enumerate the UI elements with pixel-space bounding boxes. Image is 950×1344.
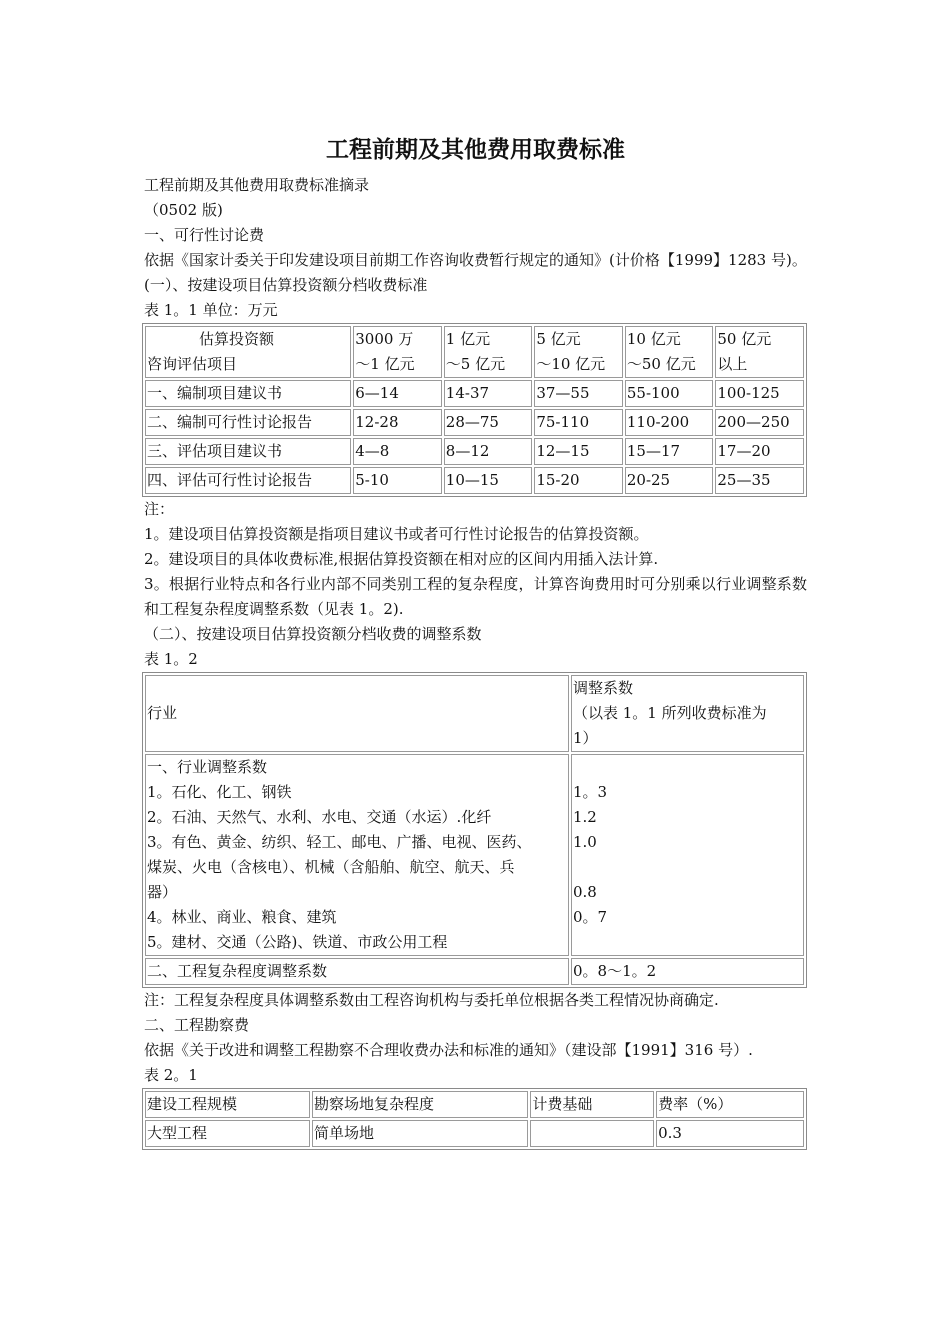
note-item-2: 2。建设项目的具体收费标准,根据估算投资额在相对应的区间内用插入法计算. bbox=[144, 550, 659, 568]
table-cell: 6—14 bbox=[353, 380, 442, 407]
table-header-cell: 10 亿元 ～50 亿元 bbox=[625, 326, 714, 378]
industry-list-cell: 一、行业调整系数 1。石化、化工、钢铁 2。石油、天然气、水利、水电、交通（水运）.化纤 3。有色、黄金、纺织、轻工、邮电、广播、电视、医药、 煤炭、火电（含核电）、机械（含船舶、航空、航天、兵 器） 4。林业、商业、粮食、建筑 5。建材、交通（公路)、铁道、市政公用工程 bbox=[145, 754, 569, 956]
note-item-1: 1。建设项目估算投资额是指项目建议书或者可行性讨论报告的估算投资额。 bbox=[144, 525, 649, 543]
table-cell: 15-20 bbox=[534, 467, 623, 494]
table-header-cell: 费率（%） bbox=[656, 1091, 804, 1118]
basis-paragraph-2: 依据《关于改进和调整工程勘察不合理收费办法和标准的通知》（建设部【1991】316 号）. bbox=[144, 1041, 753, 1059]
table-cell: 12—15 bbox=[534, 438, 623, 465]
subsection-heading-2: （二）、按建设项目估算投资额分档收费的调整系数 bbox=[144, 625, 482, 643]
table-header-cell: 建设工程规模 bbox=[145, 1091, 310, 1118]
table-cell: 简单场地 bbox=[312, 1120, 528, 1147]
section-heading-2: 二、工程勘察费 bbox=[144, 1016, 250, 1034]
row-label: 一、编制项目建议书 bbox=[145, 380, 351, 407]
table-cell: 0。8～1。2 bbox=[571, 958, 804, 985]
subsection-heading-1: (一）、按建设项目估算投资额分档收费标准 bbox=[144, 276, 428, 294]
table-row bbox=[145, 467, 804, 494]
fee-standard-table bbox=[142, 323, 807, 497]
table2-caption: 表 1。2 bbox=[144, 650, 198, 668]
table-header-cell: 5 亿元 ～10 亿元 bbox=[534, 326, 623, 378]
table-header-cell: 调整系数 （以表 1。1 所列收费标准为 1） bbox=[571, 675, 804, 752]
intro-line-2: （0502 版) bbox=[144, 201, 223, 219]
table-cell: 37—55 bbox=[534, 380, 623, 407]
table-header-row bbox=[145, 1091, 804, 1118]
survey-fee-table bbox=[142, 1088, 807, 1150]
table-cell: 5-10 bbox=[353, 467, 442, 494]
table-header-cell: 1 亿元 ～5 亿元 bbox=[444, 326, 533, 378]
table-cell: 20-25 bbox=[625, 467, 714, 494]
table-cell: 75-110 bbox=[534, 409, 623, 436]
table-header-cell: 50 亿元 以上 bbox=[715, 326, 804, 378]
document-page bbox=[144, 0, 807, 1150]
table-header-row bbox=[145, 675, 804, 752]
row-label: 二、编制可行性讨论报告 bbox=[145, 409, 351, 436]
table-cell: 10—15 bbox=[444, 467, 533, 494]
document-title: 工程前期及其他费用取费标准 bbox=[326, 136, 625, 163]
table1-caption: 表 1。1 单位：万元 bbox=[144, 301, 278, 319]
notes-heading: 注： bbox=[144, 500, 175, 518]
table-cell: 110-200 bbox=[625, 409, 714, 436]
table-cell: 28—75 bbox=[444, 409, 533, 436]
table-cell: 4—8 bbox=[353, 438, 442, 465]
table-row bbox=[145, 1120, 804, 1147]
table-header-cell: 3000 万 ～1 亿元 bbox=[353, 326, 442, 378]
table-header-cell: 行业 bbox=[145, 675, 569, 752]
table-header-row bbox=[145, 326, 804, 378]
table-cell: 0.3 bbox=[656, 1120, 804, 1147]
section-heading-1: 一、可行性讨论费 bbox=[144, 226, 265, 244]
row-label: 四、评估可行性讨论报告 bbox=[145, 467, 351, 494]
table-cell: 14-37 bbox=[444, 380, 533, 407]
note-item-3: 3。根据行业特点和各行业内部不同类别工程的复杂程度，计算咨询费用时可分别乘以行业调整系数和工程复杂程度调整系数（见表 1。2). bbox=[144, 575, 807, 618]
table-cell: 12-28 bbox=[353, 409, 442, 436]
table-row bbox=[145, 958, 804, 985]
table-header-cell: 勘察场地复杂程度 bbox=[312, 1091, 528, 1118]
row-label: 三、评估项目建议书 bbox=[145, 438, 351, 465]
table-cell: 55-100 bbox=[625, 380, 714, 407]
adjustment-coefficient-table bbox=[142, 672, 807, 988]
table-cell: 200—250 bbox=[715, 409, 804, 436]
table-cell: 17—20 bbox=[715, 438, 804, 465]
table-cell: 15—17 bbox=[625, 438, 714, 465]
table-cell: 大型工程 bbox=[145, 1120, 310, 1147]
table-cell: 8—12 bbox=[444, 438, 533, 465]
table-cell: 100-125 bbox=[715, 380, 804, 407]
table-cell: 二、工程复杂程度调整系数 bbox=[145, 958, 569, 985]
coefficient-list-cell: 1。3 1.2 1.0 0.8 0。7 bbox=[571, 754, 804, 956]
table-row bbox=[145, 754, 804, 956]
table-cell: 25—35 bbox=[715, 467, 804, 494]
table-row bbox=[145, 409, 804, 436]
basis-paragraph-1: 依据《国家计委关于印发建设项目前期工作咨询收费暂行规定的通知》(计价格【1999】1283 号)。 bbox=[144, 251, 807, 269]
table-row bbox=[145, 380, 804, 407]
table2-note: 注：工程复杂程度具体调整系数由工程咨询机构与委托单位根据各类工程情况协商确定. bbox=[144, 991, 719, 1009]
intro-line-1: 工程前期及其他费用取费标准摘录 bbox=[144, 176, 370, 194]
table3-caption: 表 2。1 bbox=[144, 1066, 198, 1084]
table-cell bbox=[530, 1120, 654, 1147]
table-header-cell: 估算投资额 咨询评估项目 bbox=[145, 326, 351, 378]
table-row bbox=[145, 438, 804, 465]
table-header-cell: 计费基础 bbox=[530, 1091, 654, 1118]
